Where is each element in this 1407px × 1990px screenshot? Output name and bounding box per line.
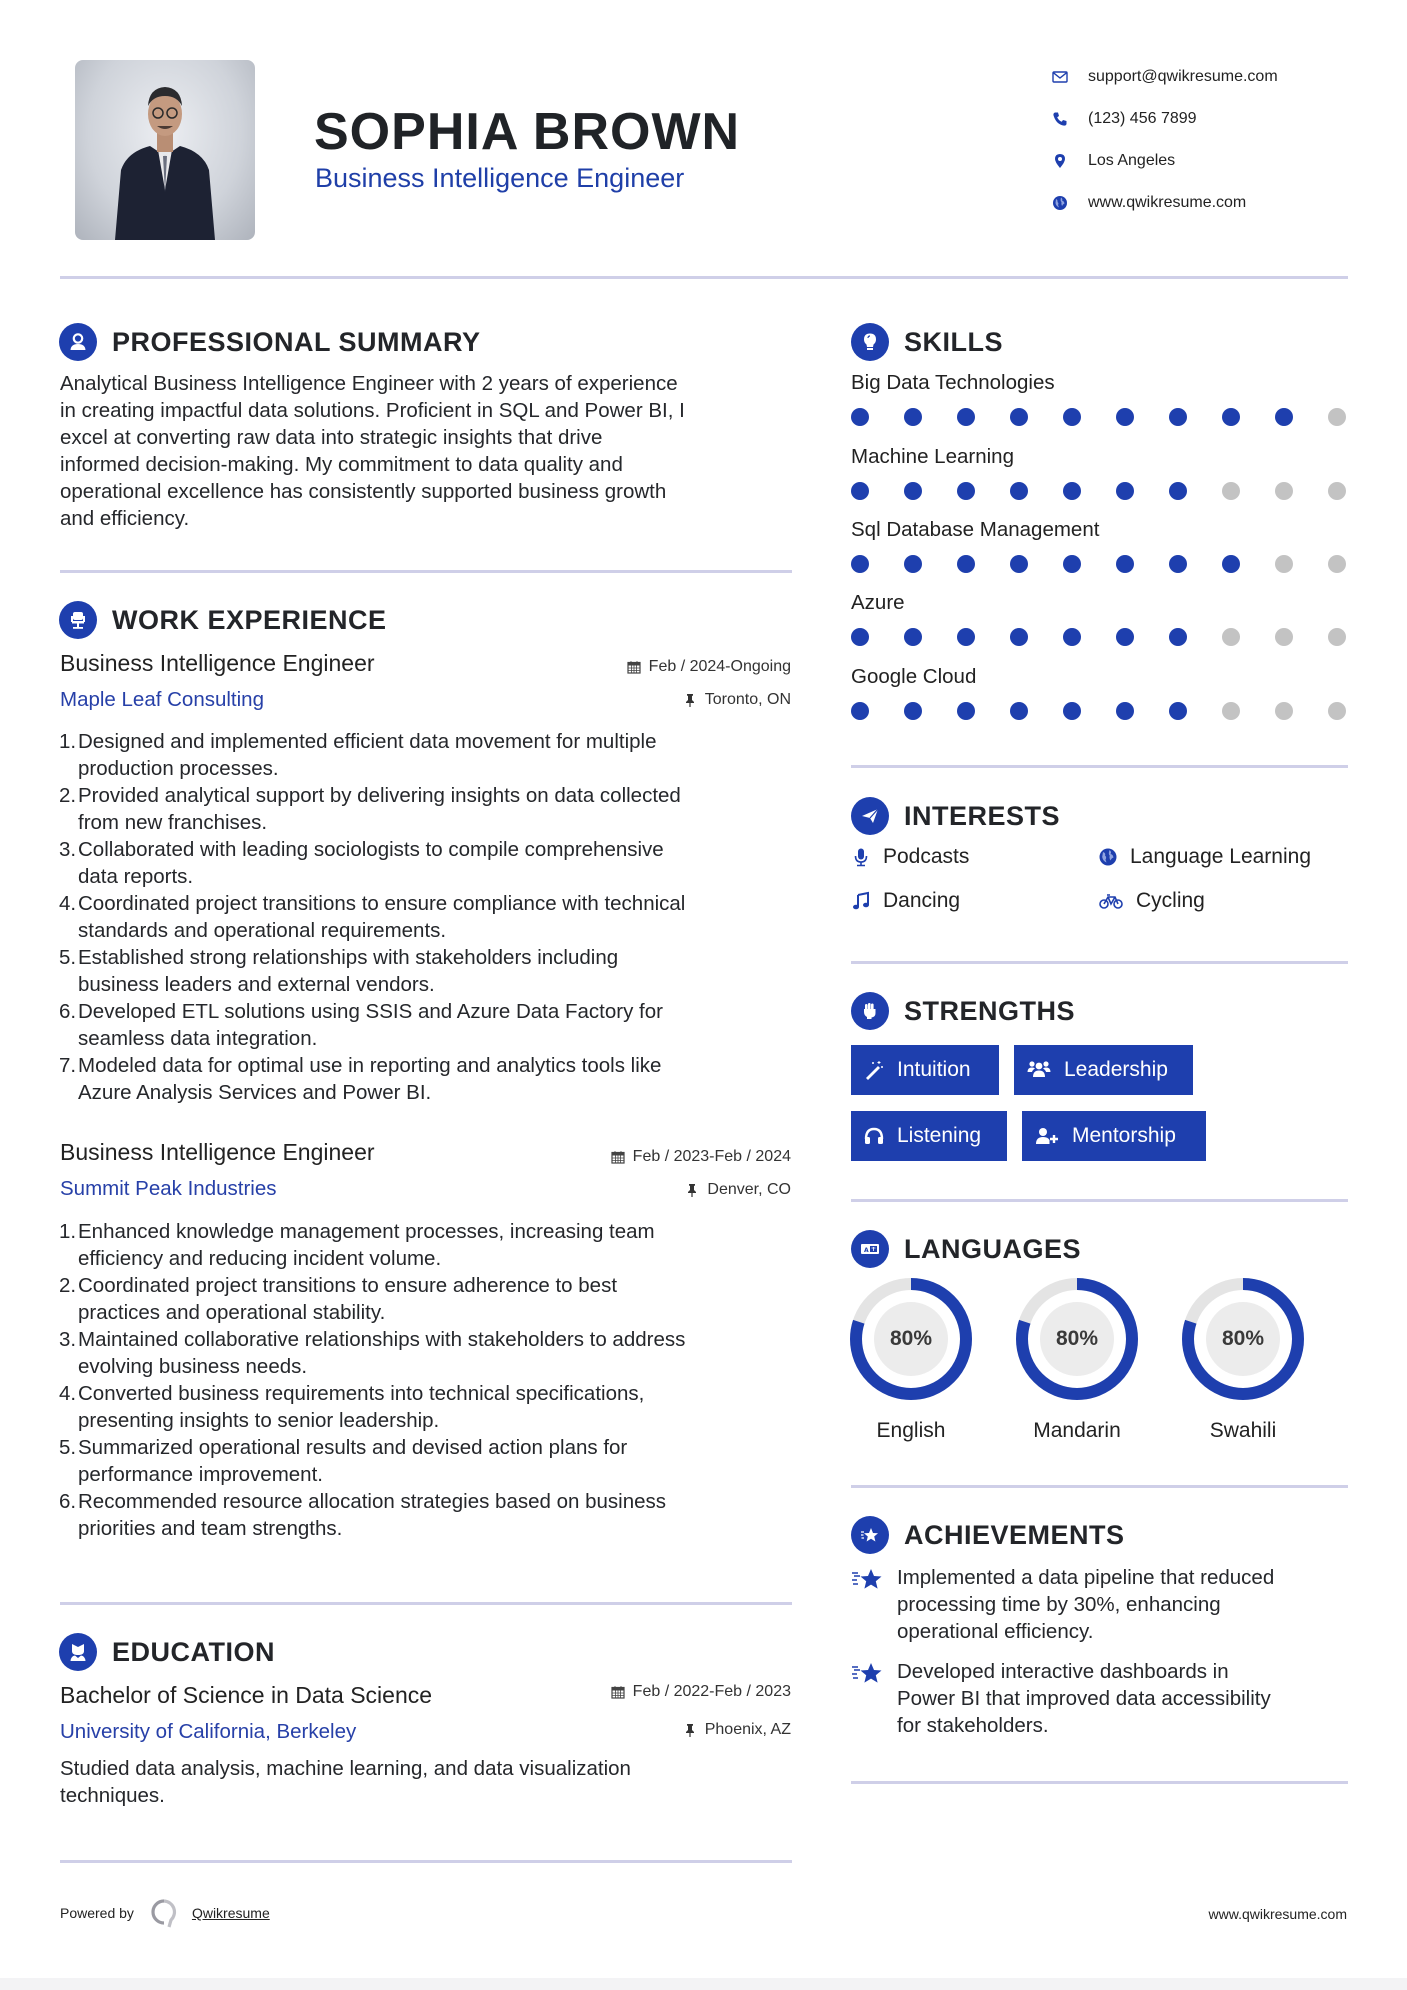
contact-phone[interactable] <box>1050 98 1278 140</box>
interest-dancing: Dancing <box>851 889 960 913</box>
education-location <box>683 1721 791 1739</box>
rating-dot-filled <box>1010 628 1028 646</box>
rating-dot-filled <box>1116 555 1134 573</box>
rating-dot-empty <box>1222 628 1240 646</box>
section-divider <box>851 961 1348 964</box>
calendar-icon <box>611 1150 625 1164</box>
rating-dot-filled <box>1169 702 1187 720</box>
section-header-summary <box>59 323 481 361</box>
section-title-summary: PROFESSIONAL SUMMARY <box>112 326 481 357</box>
education-location-text: Phoenix, AZ <box>704 1721 791 1738</box>
rating-dot-filled <box>1063 408 1081 426</box>
pushpin-icon <box>683 693 697 707</box>
qwikresume-link[interactable]: Qwikresume <box>191 1905 270 1921</box>
headphones-icon <box>863 1125 885 1147</box>
bullet-item: 7. Modeled data for optimal use in reporting and analytics tools like Azure Analysis Services and Power BI. <box>59 1054 662 1104</box>
contact-email[interactable] <box>1050 56 1278 98</box>
language-name: English <box>876 1419 946 1442</box>
rating-dot-filled <box>1063 702 1081 720</box>
summary-text <box>60 370 800 532</box>
rating-dot-filled <box>1275 408 1293 426</box>
rating-dot-filled <box>851 555 869 573</box>
paper-plane-icon <box>851 797 889 835</box>
section-title-skills: SKILLS <box>904 326 1004 357</box>
section-divider <box>60 570 792 573</box>
strength-intuition: Intuition <box>851 1045 999 1095</box>
rating-dot-filled <box>1010 702 1028 720</box>
company-name: Maple Leaf Consulting <box>60 688 264 711</box>
contact-website[interactable] <box>1050 182 1278 224</box>
pushpin-icon <box>683 1723 697 1737</box>
section-header-achievements <box>851 1516 1125 1554</box>
magic-wand-icon <box>863 1059 885 1081</box>
contact-website-text: www.qwikresume.com <box>1088 194 1247 211</box>
section-divider <box>851 1485 1348 1488</box>
job-location-text: Denver, CO <box>707 1181 791 1198</box>
summary-line: in creating impactful data solutions. Proficient in SQL and Power BI, I <box>60 399 685 422</box>
skill-rating <box>851 702 1346 720</box>
section-header-education <box>59 1633 275 1671</box>
skill-name: Google Cloud <box>851 665 977 688</box>
star-icon <box>851 1564 897 1645</box>
rating-dot-filled <box>904 482 922 500</box>
calendar-icon <box>627 660 641 674</box>
section-header-languages <box>851 1230 1081 1268</box>
rating-dot-filled <box>1169 482 1187 500</box>
graduate-icon <box>59 1633 97 1671</box>
section-divider <box>60 1860 792 1863</box>
rating-dot-empty <box>1222 702 1240 720</box>
strength-leadership: Leadership <box>1014 1045 1193 1095</box>
bullet-item: 3. Maintained collaborative relationships with stakeholders to address evolving business needs. <box>59 1328 686 1378</box>
bullet-item: 2. Provided analytical support by delivering insights on data collected from new franchises. <box>59 784 681 834</box>
rating-dot-empty <box>1328 482 1346 500</box>
skill-name: Big Data Technologies <box>851 371 1055 394</box>
job-location <box>683 691 791 709</box>
language-english <box>849 1277 973 1443</box>
achievement-item: Implemented a data pipeline that reduced processing time by 30%, enhancing operational efficiency. <box>851 1564 1351 1645</box>
page-bottom-edge <box>0 1978 1407 1990</box>
summary-line: and efficiency. <box>60 507 190 530</box>
language-percent: 80% <box>889 1327 933 1350</box>
rating-dot-filled <box>851 702 869 720</box>
section-divider <box>60 1602 792 1605</box>
rating-dot-filled <box>1063 628 1081 646</box>
section-title-education: EDUCATION <box>112 1636 275 1667</box>
user-icon <box>59 323 97 361</box>
footer-website-link[interactable]: www.qwikresume.com <box>1208 1906 1347 1922</box>
section-divider <box>851 1199 1348 1202</box>
language-swahili <box>1181 1277 1305 1443</box>
candidate-name: SOPHIA BROWN <box>314 103 741 161</box>
skill-rating <box>851 408 1346 426</box>
rating-dot-filled <box>957 408 975 426</box>
rating-dot-filled <box>1116 408 1134 426</box>
rating-dot-filled <box>851 628 869 646</box>
job-dates <box>627 658 791 676</box>
rating-dot-filled <box>851 408 869 426</box>
school-name: University of California, Berkeley <box>60 1720 357 1743</box>
bullet-item: 5. Established strong relationships with stakeholders including business leaders and external vendors. <box>59 946 619 996</box>
contact-location <box>1050 140 1278 182</box>
rating-dot-filled <box>1222 408 1240 426</box>
interest-podcasts: Podcasts <box>851 845 969 869</box>
bullet-item: 4. Coordinated project transitions to ensure compliance with technical standards and operational requirements. <box>59 892 686 942</box>
skill-name: Sql Database Management <box>851 518 1100 541</box>
section-divider <box>851 1781 1348 1784</box>
section-title-experience: WORK EXPERIENCE <box>112 604 387 635</box>
language-icon <box>851 1230 889 1268</box>
section-title-languages: LANGUAGES <box>904 1233 1082 1264</box>
bicycle-icon <box>1098 891 1124 911</box>
strength-listening: Listening <box>851 1111 1007 1161</box>
user-plus-icon <box>1034 1125 1060 1147</box>
rating-dot-filled <box>904 702 922 720</box>
footer-powered-by <box>60 1898 270 1928</box>
bullet-item: 1. Enhanced knowledge management processes, increasing team efficiency and reducing incident volume. <box>59 1220 655 1270</box>
job-dates-text: Feb / 2024-Ongoing <box>648 658 791 675</box>
map-pin-icon <box>1050 151 1070 171</box>
rating-dot-filled <box>1116 482 1134 500</box>
rating-dot-filled <box>1010 482 1028 500</box>
summary-line: informed decision-making. My commitment to data quality and <box>60 453 623 476</box>
language-name: Mandarin <box>1033 1419 1121 1442</box>
language-name: Swahili <box>1209 1419 1277 1442</box>
phone-icon <box>1050 109 1070 129</box>
language-percent: 80% <box>1221 1327 1265 1350</box>
education-dates <box>611 1683 791 1701</box>
degree-title: Bachelor of Science in Data Science <box>60 1682 433 1708</box>
rating-dot-filled <box>957 555 975 573</box>
skill-rating <box>851 628 1346 646</box>
rating-dot-filled <box>1222 555 1240 573</box>
header-divider <box>60 276 1348 279</box>
education-description: Studied data analysis, machine learning, and data visualization techniques. <box>60 1757 631 1807</box>
section-header-interests <box>851 797 1060 835</box>
bullet-item: 2. Coordinated project transitions to ensure adherence to best practices and operational stability. <box>59 1274 618 1324</box>
section-title-interests: INTERESTS <box>904 800 1061 831</box>
rating-dot-filled <box>904 628 922 646</box>
skill-name: Machine Learning <box>851 445 1014 468</box>
skill-rating <box>851 555 1346 573</box>
language-progress-ring <box>849 1277 973 1401</box>
summary-line: operational excellence has consistently supported business growth <box>60 480 667 503</box>
language-progress-ring <box>1015 1277 1139 1401</box>
powered-by-label: Powered by <box>60 1905 134 1921</box>
section-title-achievements: ACHIEVEMENTS <box>904 1519 1125 1550</box>
envelope-icon <box>1050 67 1070 87</box>
bullet-item: 3. Collaborated with leading sociologists to compile comprehensive data reports. <box>59 838 664 888</box>
svg-text:A: A <box>864 1247 869 1254</box>
interest-cycling: Cycling <box>1098 889 1205 913</box>
job-bullets <box>60 1218 800 1542</box>
rating-dot-empty <box>1275 702 1293 720</box>
qwikresume-logo-icon <box>150 1898 178 1928</box>
rating-dot-filled <box>1169 408 1187 426</box>
rating-dot-empty <box>1275 482 1293 500</box>
skill-rating <box>851 482 1346 500</box>
language-percent: 80% <box>1055 1327 1099 1350</box>
interest-language-learning: Language Learning <box>1098 845 1311 869</box>
section-header-strengths <box>851 992 1075 1030</box>
bullet-item: 6. Recommended resource allocation strategies based on business priorities and team strengths. <box>59 1490 667 1540</box>
rating-dot-empty <box>1328 408 1346 426</box>
job-title: Business Intelligence Engineer <box>60 650 375 676</box>
section-title-strengths: STRENGTHS <box>904 995 1076 1026</box>
star-badge-icon <box>851 1516 889 1554</box>
bullet-item: 4. Converted business requirements into technical specifications, presenting insights to senior leadership. <box>59 1382 645 1432</box>
bullet-item: 5. Summarized operational results and devised action plans for performance improvement. <box>59 1436 628 1486</box>
summary-line: excel at converting raw data into strategic insights that drive <box>60 426 603 449</box>
rating-dot-filled <box>1116 628 1134 646</box>
company-name: Summit Peak Industries <box>60 1177 277 1200</box>
job-location <box>685 1181 791 1199</box>
rating-dot-filled <box>1169 555 1187 573</box>
rating-dot-empty <box>1275 555 1293 573</box>
profile-photo <box>75 60 255 240</box>
rating-dot-filled <box>1116 702 1134 720</box>
achievement-item: Developed interactive dashboards in Power BI that improved data accessibility for stakeholders. <box>851 1658 1351 1739</box>
section-header-experience <box>59 601 387 639</box>
candidate-title: Business Intelligence Engineer <box>315 163 685 193</box>
rating-dot-empty <box>1328 702 1346 720</box>
calendar-icon <box>611 1685 625 1699</box>
contact-phone-text: (123) 456 7899 <box>1088 110 1197 127</box>
rating-dot-filled <box>904 408 922 426</box>
globe-icon <box>1098 847 1118 867</box>
contact-email-text: support@qwikresume.com <box>1088 68 1278 85</box>
language-progress-ring <box>1181 1277 1305 1401</box>
bullet-item: 6. Developed ETL solutions using SSIS and Azure Data Factory for seamless data integration. <box>59 1000 663 1050</box>
rating-dot-filled <box>1010 408 1028 426</box>
pushpin-icon <box>685 1183 699 1197</box>
rating-dot-filled <box>1010 555 1028 573</box>
users-icon <box>1026 1059 1052 1081</box>
rating-dot-empty <box>1222 482 1240 500</box>
rating-dot-filled <box>957 482 975 500</box>
language-mandarin <box>1015 1277 1139 1443</box>
office-chair-icon <box>59 601 97 639</box>
education-dates-text: Feb / 2022-Feb / 2023 <box>632 1683 791 1700</box>
bullet-item: 1. Designed and implemented efficient data movement for multiple production processes. <box>59 730 657 780</box>
globe-icon <box>1050 193 1070 213</box>
contact-location-text: Los Angeles <box>1088 152 1176 169</box>
rating-dot-filled <box>957 702 975 720</box>
rating-dot-filled <box>1063 482 1081 500</box>
section-divider <box>851 765 1348 768</box>
rating-dot-empty <box>1328 555 1346 573</box>
job-dates-text: Feb / 2023-Feb / 2024 <box>632 1148 791 1165</box>
job-location-text: Toronto, ON <box>704 691 791 708</box>
section-header-skills <box>851 323 1003 361</box>
rating-dot-empty <box>1275 628 1293 646</box>
summary-line: Analytical Business Intelligence Engineer with 2 years of experience <box>60 372 678 395</box>
microphone-icon <box>851 847 871 867</box>
person-photo-illustration <box>75 60 255 240</box>
rating-dot-empty <box>1328 628 1346 646</box>
rating-dot-filled <box>851 482 869 500</box>
rating-dot-filled <box>904 555 922 573</box>
star-icon <box>851 1658 897 1739</box>
lightbulb-icon <box>851 323 889 361</box>
rating-dot-filled <box>1169 628 1187 646</box>
job-dates <box>611 1148 791 1166</box>
job-title: Business Intelligence Engineer <box>60 1139 375 1165</box>
rating-dot-filled <box>957 628 975 646</box>
strength-mentorship: Mentorship <box>1022 1111 1206 1161</box>
contact-list <box>1050 56 1278 224</box>
rating-dot-filled <box>1063 555 1081 573</box>
music-note-icon <box>851 891 871 911</box>
job-bullets <box>60 728 800 1106</box>
skill-name: Azure <box>851 591 905 614</box>
fist-icon <box>851 992 889 1030</box>
